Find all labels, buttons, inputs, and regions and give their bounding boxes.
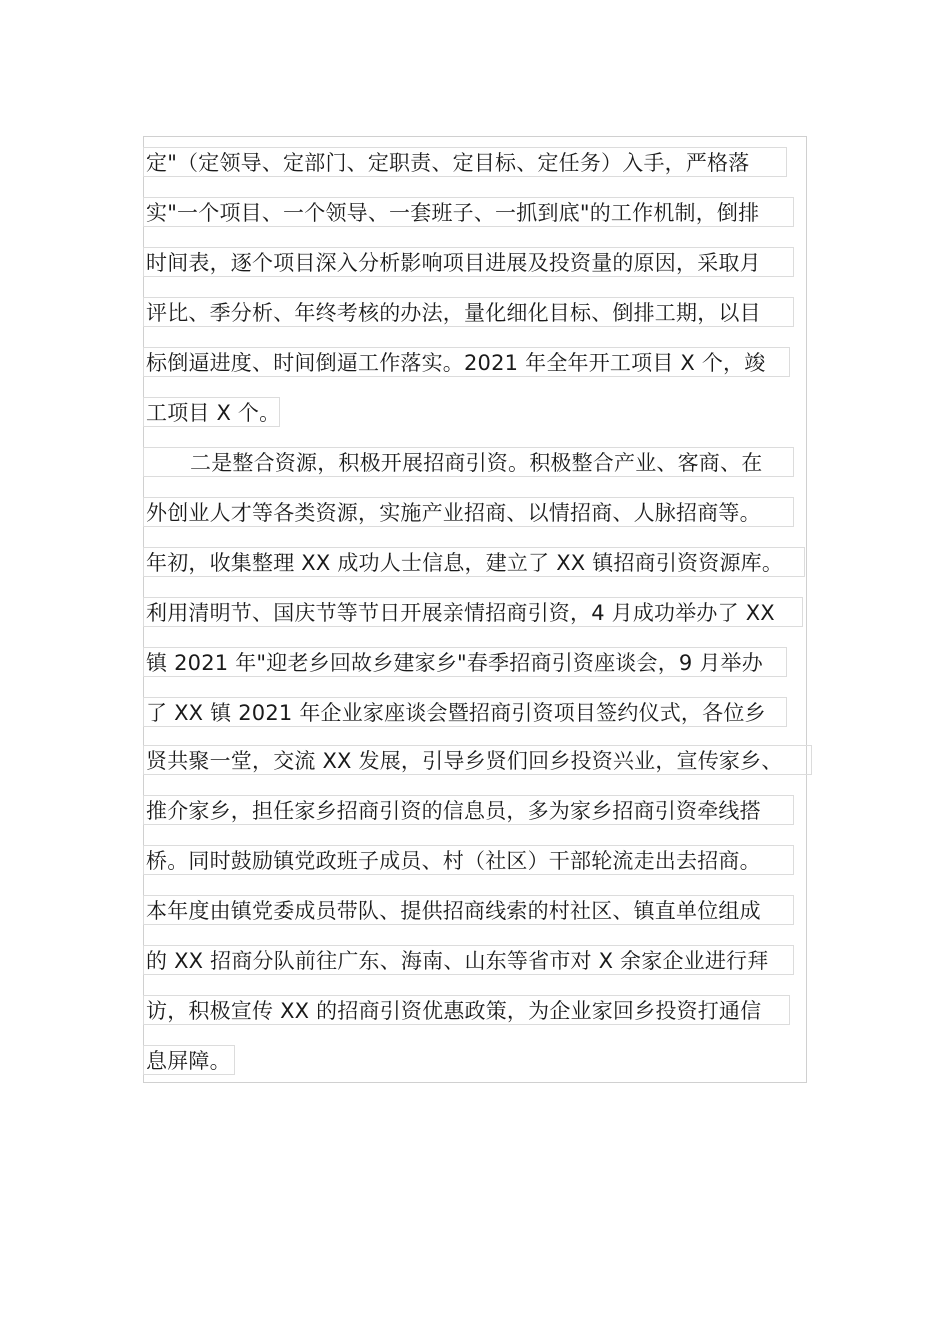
text-line: 的 XX 招商分队前往广东、海南、山东等省市对 X 余家企业进行拜	[143, 945, 794, 975]
text-line: 了 XX 镇 2021 年企业家座谈会暨招商引资项目签约仪式，各位乡	[143, 697, 787, 727]
text-line: 利用清明节、国庆节等节日开展亲情招商引资，4 月成功举办了 XX	[143, 597, 803, 627]
text-line: 评比、季分析、年终考核的办法，量化细化目标、倒排工期，以目	[143, 297, 794, 327]
text-line: 桥。同时鼓励镇党政班子成员、村（社区）干部轮流走出去招商。	[143, 845, 794, 875]
text-line: 推介家乡，担任家乡招商引资的信息员，多为家乡招商引资牵线搭	[143, 795, 794, 825]
text-line: 外创业人才等各类资源，实施产业招商、以情招商、人脉招商等。	[143, 497, 794, 527]
text-line: 时间表，逐个项目深入分析影响项目进展及投资量的原因，采取月	[143, 247, 794, 277]
text-line: 实"一个项目、一个领导、一套班子、一抓到底"的工作机制，倒排	[143, 197, 794, 227]
text-line: 本年度由镇党委成员带队、提供招商线索的村社区、镇直单位组成	[143, 895, 794, 925]
text-line: 息屏障。	[143, 1045, 235, 1075]
text-line: 年初，收集整理 XX 成功人士信息，建立了 XX 镇招商引资资源库。	[143, 547, 805, 577]
text-line: 标倒逼进度、时间倒逼工作落实。2021 年全年开工项目 X 个，竣	[143, 347, 790, 377]
paragraph-first-line: 二是整合资源，积极开展招商引资。积极整合产业、客商、在	[143, 447, 794, 477]
text-line: 工项目 X 个。	[143, 397, 280, 427]
text-line: 镇 2021 年"迎老乡回故乡建家乡"春季招商引资座谈会，9 月举办	[143, 647, 787, 677]
text-line: 贤共聚一堂，交流 XX 发展，引导乡贤们回乡投资兴业，宣传家乡、	[143, 745, 812, 775]
text-line: 访，积极宣传 XX 的招商引资优惠政策，为企业家回乡投资打通信	[143, 995, 790, 1025]
text-line: 定"（定领导、定部门、定职责、定目标、定任务）入手，严格落	[143, 147, 787, 177]
